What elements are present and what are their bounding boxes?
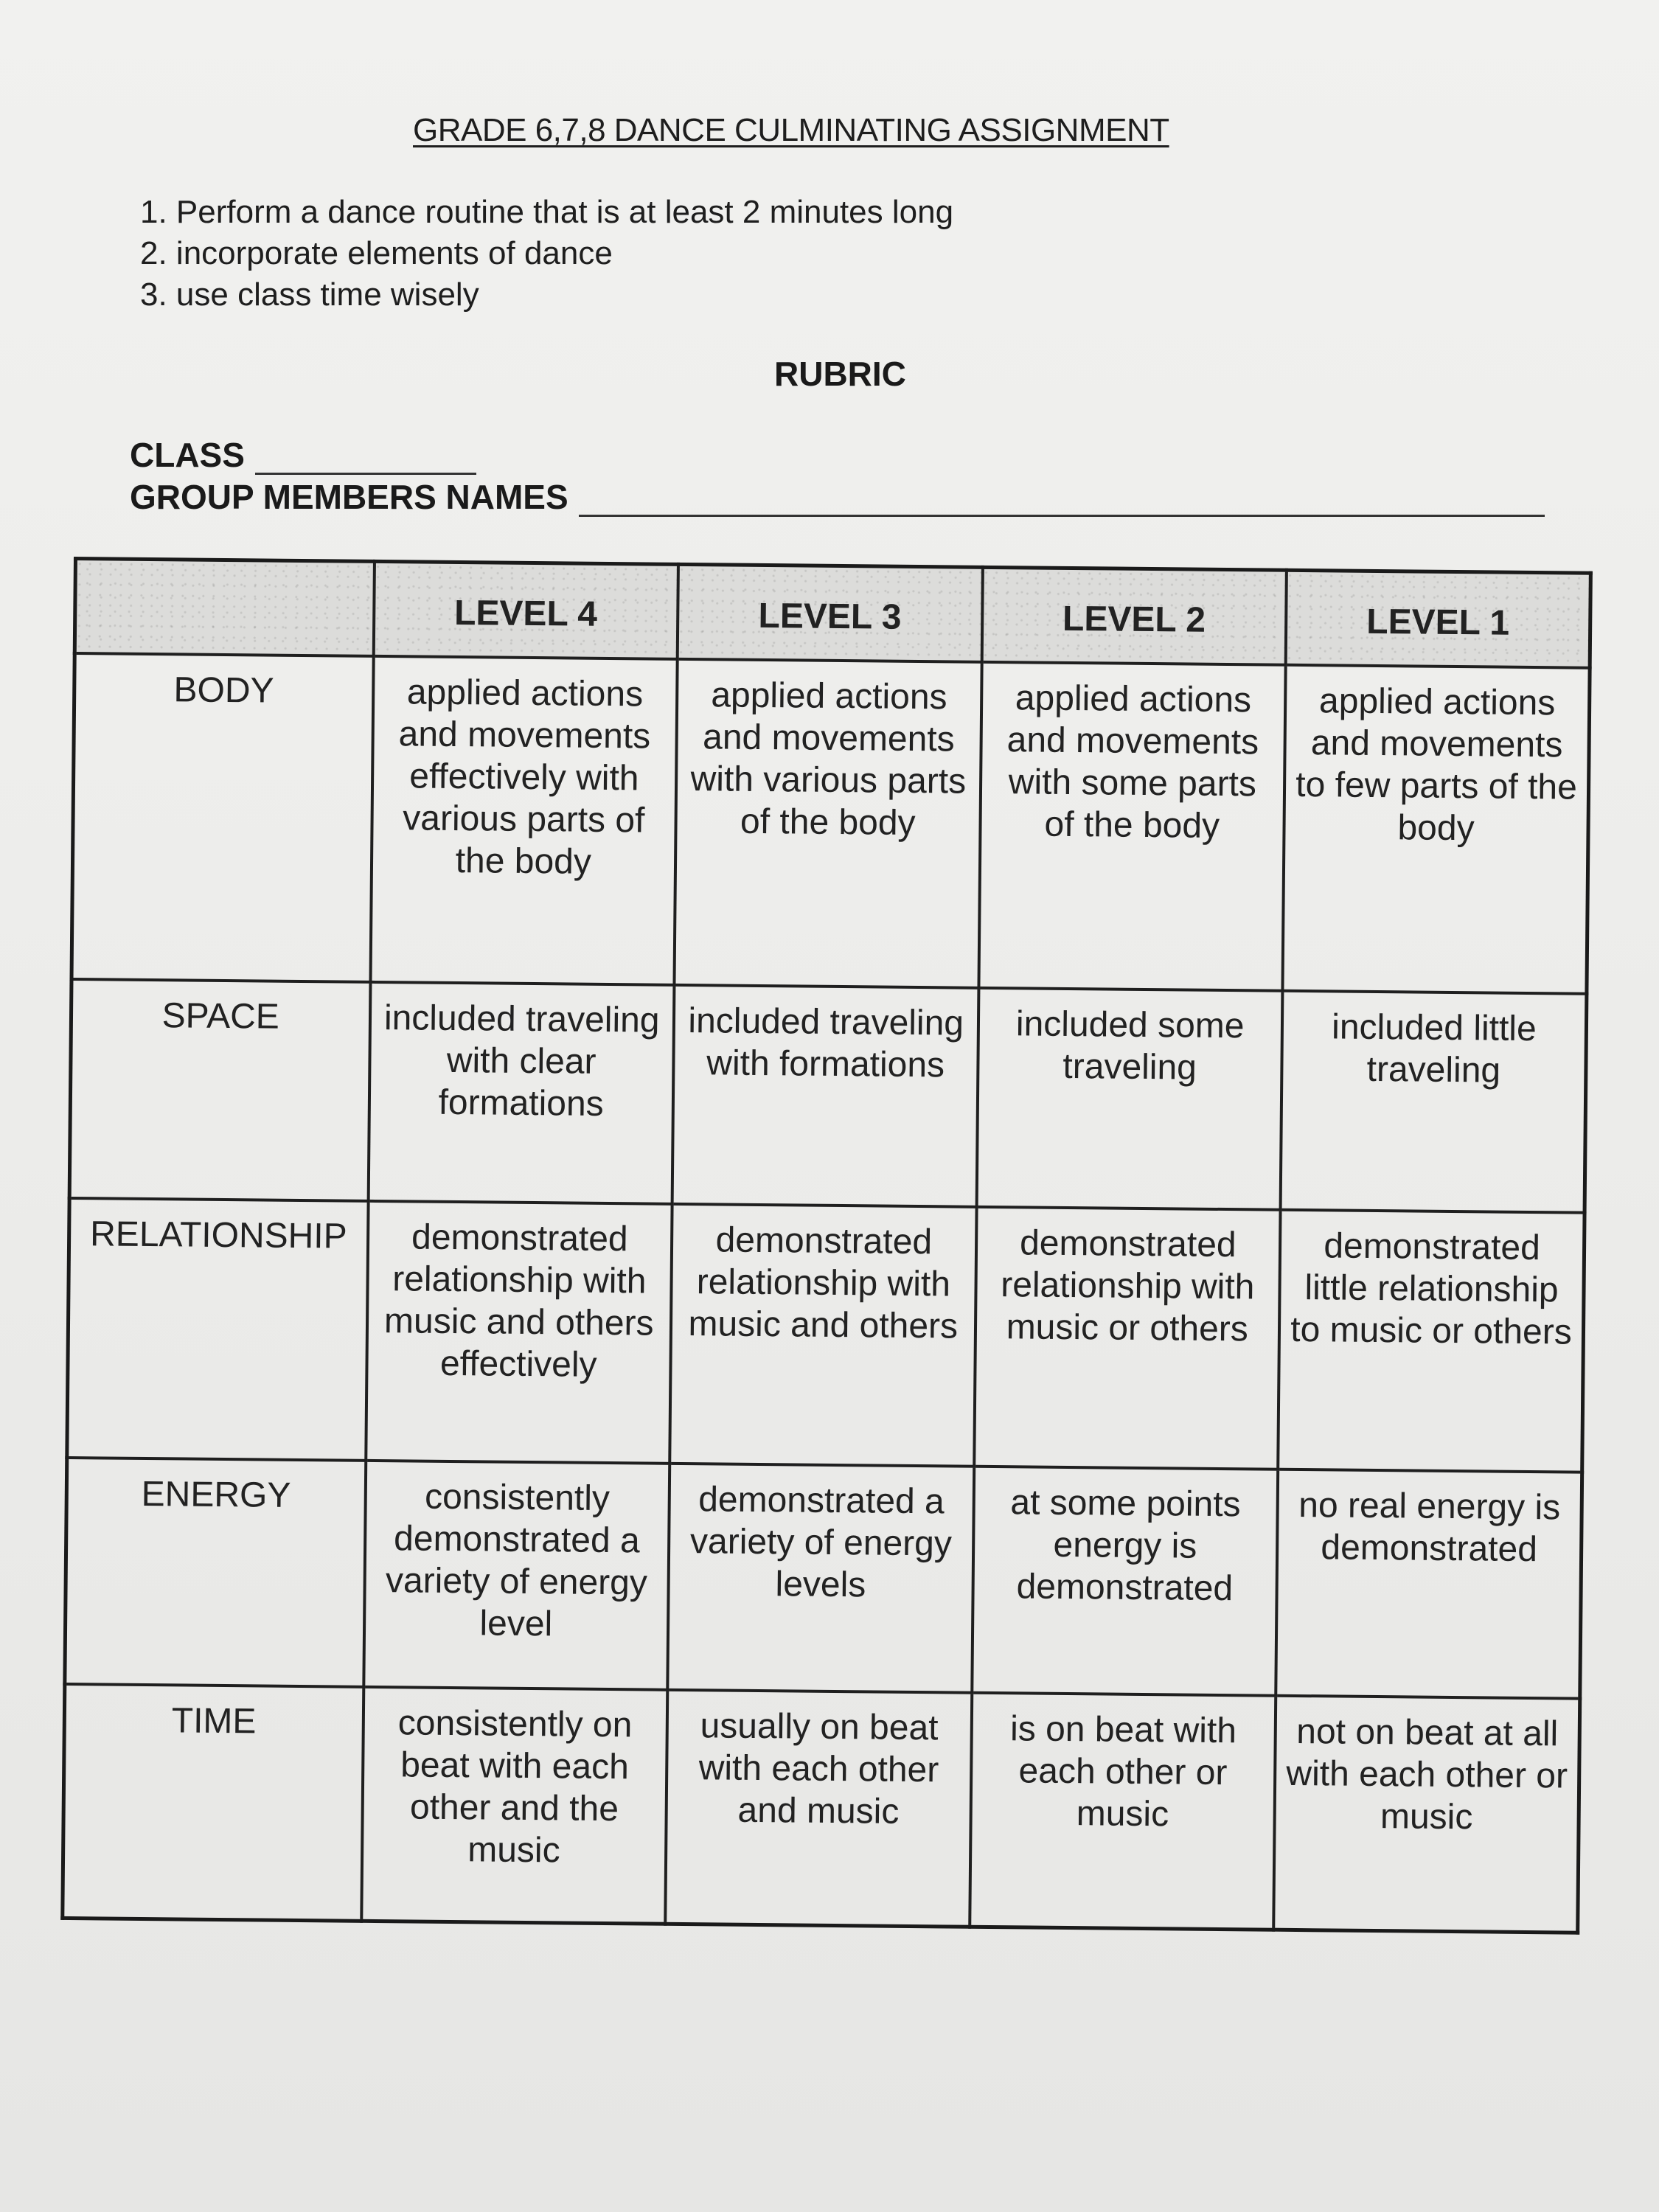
rubric-cell: demonstrated relationship with music and others — [669, 1204, 976, 1467]
rubric-cell: demonstrated little relationship to music or others — [1278, 1210, 1585, 1472]
level-header: LEVEL 3 — [678, 564, 983, 661]
criterion-label: BODY — [72, 653, 373, 982]
rubric-cell: consistently demonstrated a variety of energy level — [364, 1461, 669, 1690]
rubric-cell: no real energy is demonstrated — [1276, 1470, 1582, 1699]
page-title: GRADE 6,7,8 DANCE CULMINATING ASSIGNMENT — [413, 112, 1169, 148]
rubric-cell: usually on beat with each other and music — [665, 1690, 972, 1927]
level-header: LEVEL 2 — [981, 567, 1287, 664]
criterion-label: SPACE — [69, 979, 370, 1201]
rubric-cell: included some traveling — [976, 988, 1282, 1210]
rubric-cell: demonstrated a variety of energy levels — [667, 1464, 973, 1693]
group-members-field — [130, 477, 1545, 517]
rubric-cell: at some points energy is demonstrated — [972, 1467, 1278, 1696]
group-members-blank-line[interactable] — [579, 485, 1545, 517]
rubric-cell: demonstrated relationship with music and others effectively — [366, 1201, 672, 1464]
class-field — [130, 435, 476, 475]
rubric-cell: consistently on beat with each other and the music — [361, 1687, 668, 1924]
rubric-cell: applied actions and movements with various parts of the body — [674, 659, 981, 988]
level-header: LEVEL 4 — [373, 561, 678, 658]
rubric-cell: included traveling with formations — [672, 985, 978, 1207]
criterion-label: TIME — [63, 1684, 364, 1921]
criterion-label: ENERGY — [65, 1458, 366, 1687]
rubric-cell: demonstrated relationship with music or others — [974, 1207, 1281, 1470]
level-header: LEVEL 1 — [1286, 570, 1591, 667]
rubric-cell: applied actions and movements effectively with various parts of the body — [370, 656, 678, 985]
rubric-row-energy — [65, 1458, 1582, 1699]
criterion-label: RELATIONSHIP — [67, 1198, 368, 1461]
rubric-row-space — [69, 979, 1587, 1213]
class-label: CLASS — [130, 436, 245, 474]
rubric-heading: RUBRIC — [774, 355, 906, 393]
rubric-cell: applied actions and movements with some parts of the body — [978, 662, 1286, 991]
rubric-row-relationship — [67, 1198, 1585, 1472]
rubric-corner-cell — [74, 559, 374, 656]
rubric-header-row — [74, 559, 1590, 668]
rubric-cell: not on beat at all with each other or music — [1273, 1696, 1580, 1933]
instruction-list — [140, 192, 953, 316]
rubric-cell: included little traveling — [1281, 991, 1587, 1213]
rubric-row-time — [63, 1684, 1580, 1933]
rubric-table — [60, 557, 1593, 1935]
rubric-cell: included traveling with clear formations — [368, 982, 674, 1204]
group-members-label: GROUP MEMBERS NAMES — [130, 478, 568, 516]
rubric-cell: is on beat with each other or music — [970, 1693, 1276, 1930]
class-blank-line[interactable] — [255, 443, 476, 475]
instruction-item: 1. Perform a dance routine that is at least 2 minutes long — [140, 194, 954, 230]
instruction-item: 2. incorporate elements of dance — [140, 235, 613, 271]
instruction-item: 3. use class time wisely — [140, 276, 479, 313]
rubric-row-body — [72, 653, 1590, 994]
rubric-cell: applied actions and movements to few parts of the body — [1282, 665, 1590, 994]
